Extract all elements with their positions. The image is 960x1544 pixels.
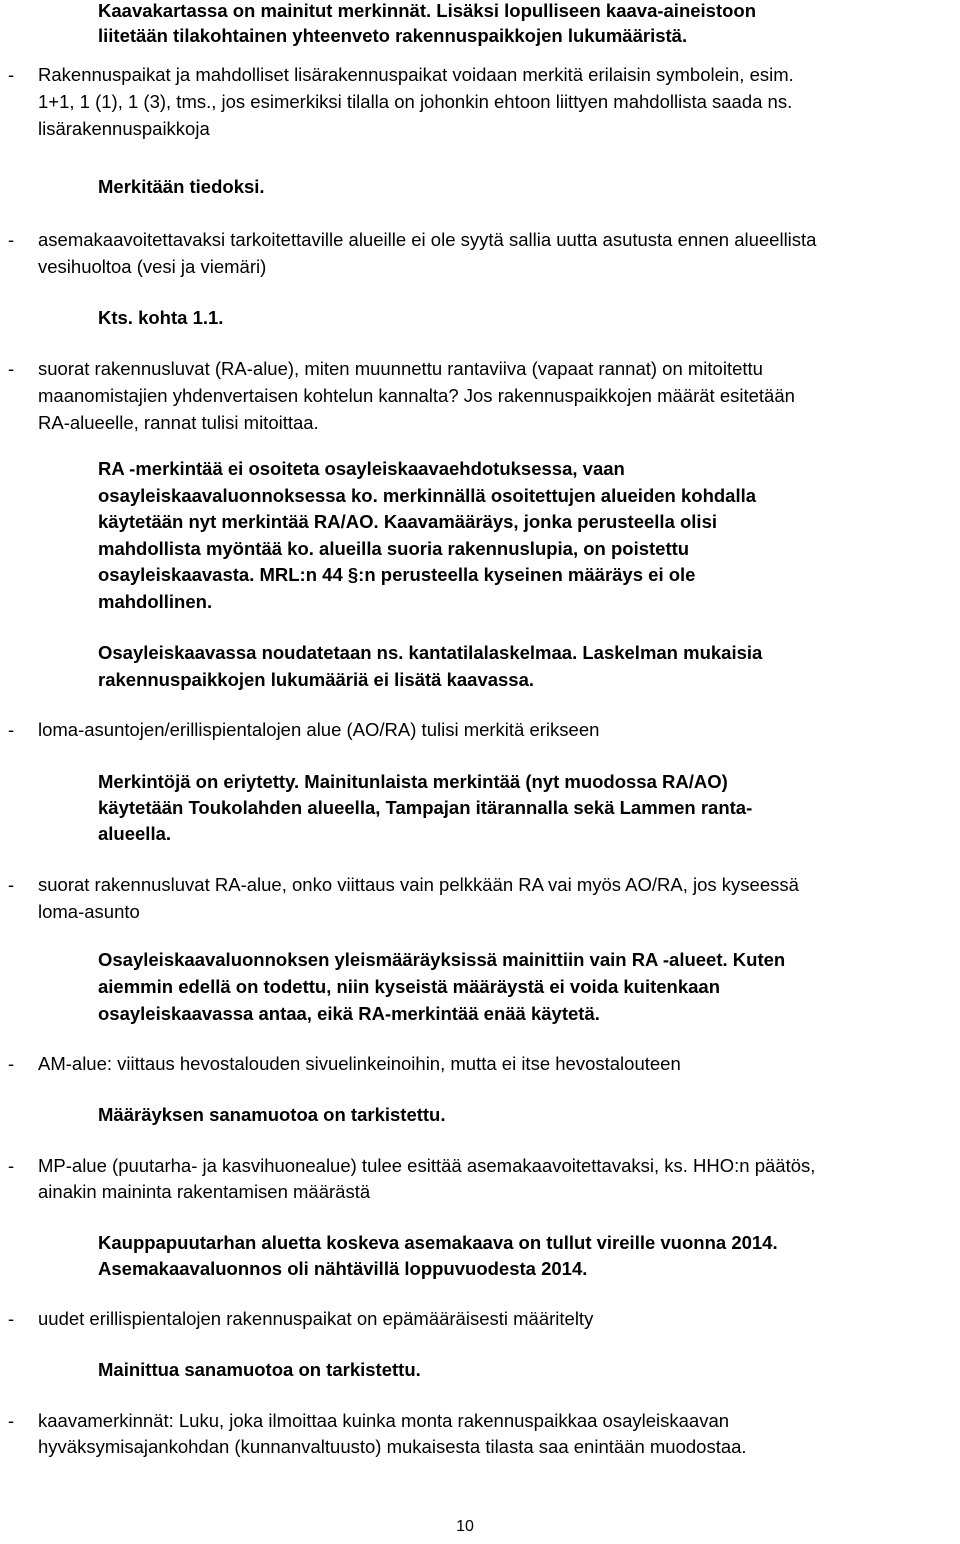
response-line: alueella. xyxy=(98,823,172,844)
response-line: Merkitään tiedoksi. xyxy=(98,176,265,197)
list-dash: - xyxy=(8,64,15,85)
list-dash: - xyxy=(8,1155,15,1176)
list-dash: - xyxy=(8,1410,15,1431)
item-text-line: ainakin maininta rakentamisen määrästä xyxy=(38,1181,371,1202)
list-dash: - xyxy=(8,719,15,740)
item-text-line: maanomistajien yhdenvertaisen kohtelun kannalta? Jos rakennuspaikkojen määrät esitetään xyxy=(38,385,795,406)
response-line: Osayleiskaavaluonnoksen yleismääräyksissä mainittiin vain RA -alueet. Kuten xyxy=(98,949,786,970)
list-dash: - xyxy=(8,1308,15,1329)
item-text-line: uudet erillispientalojen rakennuspaikat on epämääräisesti määritelty xyxy=(38,1308,594,1329)
page-number: 10 xyxy=(456,1518,474,1535)
response-line: Kauppapuutarhan aluetta koskeva asemakaava on tullut vireille vuonna 2014. xyxy=(98,1232,778,1253)
response-line: aiemmin edellä on todettu, niin kyseistä määräystä ei voida kuitenkaan xyxy=(98,976,721,997)
item-text-line: kaavamerkinnät: Luku, joka ilmoittaa kuinka monta rakennuspaikkaa osayleiskaavan xyxy=(38,1410,730,1431)
item-text-line: RA-alueelle, rannat tulisi mitoittaa. xyxy=(38,412,319,433)
item-text-line: asemakaavoitettavaksi tarkoitettaville alueille ei ole syytä sallia uutta asutusta ennen alueellista xyxy=(38,229,817,250)
item-text-line: lisärakennuspaikkoja xyxy=(38,118,210,139)
response-line: osayleiskaavassa antaa, eikä RA-merkintää enää käytetä. xyxy=(98,1003,600,1024)
response-line: osayleiskaavaluonnoksessa ko. merkinnällä osoitettujen alueiden kohdalla xyxy=(98,485,757,506)
item-text-line: hyväksymisajankohdan (kunnanvaltuusto) mukaisesta tilasta saa enintään muodostaa. xyxy=(38,1436,747,1457)
response-line: Määräyksen sanamuotoa on tarkistettu. xyxy=(98,1104,446,1125)
list-dash: - xyxy=(8,229,15,250)
item-text-line: AM-alue: viittaus hevostalouden sivuelinkeinoihin, mutta ei itse hevostalouteen xyxy=(38,1053,681,1074)
response-line: rakennuspaikkojen lukumääriä ei lisätä kaavassa. xyxy=(98,669,535,690)
response-line: käytetään Toukolahden alueella, Tampajan itärannalla sekä Lammen ranta- xyxy=(98,797,753,818)
item-text-line: vesihuoltoa (vesi ja viemäri) xyxy=(38,256,267,277)
item-text-line: 1+1, 1 (1), 1 (3), tms., jos esimerkiksi tilalla on johonkin ehtoon liittyen mahdollista saada ns. xyxy=(38,91,793,112)
item-text-line: Rakennuspaikat ja mahdolliset lisärakennuspaikat voidaan merkitä erilaisin symbolein, esim. xyxy=(38,64,794,85)
response-line: Merkintöjä on eriytetty. Mainitunlaista merkintää (nyt muodossa RA/AO) xyxy=(98,771,728,792)
response-line: mahdollinen. xyxy=(98,591,213,612)
response-line: Mainittua sanamuotoa on tarkistettu. xyxy=(98,1359,421,1380)
item-text-line: loma-asuntojen/erillispientalojen alue (AO/RA) tulisi merkitä erikseen xyxy=(38,719,600,740)
response-line: käytetään nyt merkintää RA/AO. Kaavamääräys, jonka perusteella olisi xyxy=(98,511,718,532)
intro-line-1: Kaavakartassa on mainitut merkinnät. Lisäksi lopulliseen kaava-aineistoon xyxy=(98,0,757,21)
response-line: RA -merkintää ei osoiteta osayleiskaavaehdotuksessa, vaan xyxy=(98,458,625,479)
response-line: Osayleiskaavassa noudatetaan ns. kantatilalaskelmaa. Laskelman mukaisia xyxy=(98,642,763,663)
intro-line-2: liitetään tilakohtainen yhteenveto rakennuspaikkojen lukumääristä. xyxy=(98,25,688,46)
response-line: osayleiskaavasta. MRL:n 44 §:n perusteella kyseinen määräys ei ole xyxy=(98,564,696,585)
list-dash: - xyxy=(8,874,15,895)
item-text-line: MP-alue (puutarha- ja kasvihuonealue) tulee esittää asemakaavoitettavaksi, ks. HHO:n päätös, xyxy=(38,1155,816,1176)
item-text-line: suorat rakennusluvat (RA-alue), miten muunnettu rantaviiva (vapaat rannat) on mitoitettu xyxy=(38,358,763,379)
list-dash: - xyxy=(8,1053,15,1074)
response-line: Asemakaavaluonnos oli nähtävillä loppuvuodesta 2014. xyxy=(98,1258,588,1279)
item-text-line: loma-asunto xyxy=(38,901,140,922)
item-text-line: suorat rakennusluvat RA-alue, onko viittaus vain pelkkään RA vai myös AO/RA, jos kyseessä xyxy=(38,874,799,895)
response-line: mahdollista myöntää ko. alueilla suoria rakennuslupia, on poistettu xyxy=(98,538,690,559)
list-dash: - xyxy=(8,358,15,379)
response-line: Kts. kohta 1.1. xyxy=(98,307,224,328)
